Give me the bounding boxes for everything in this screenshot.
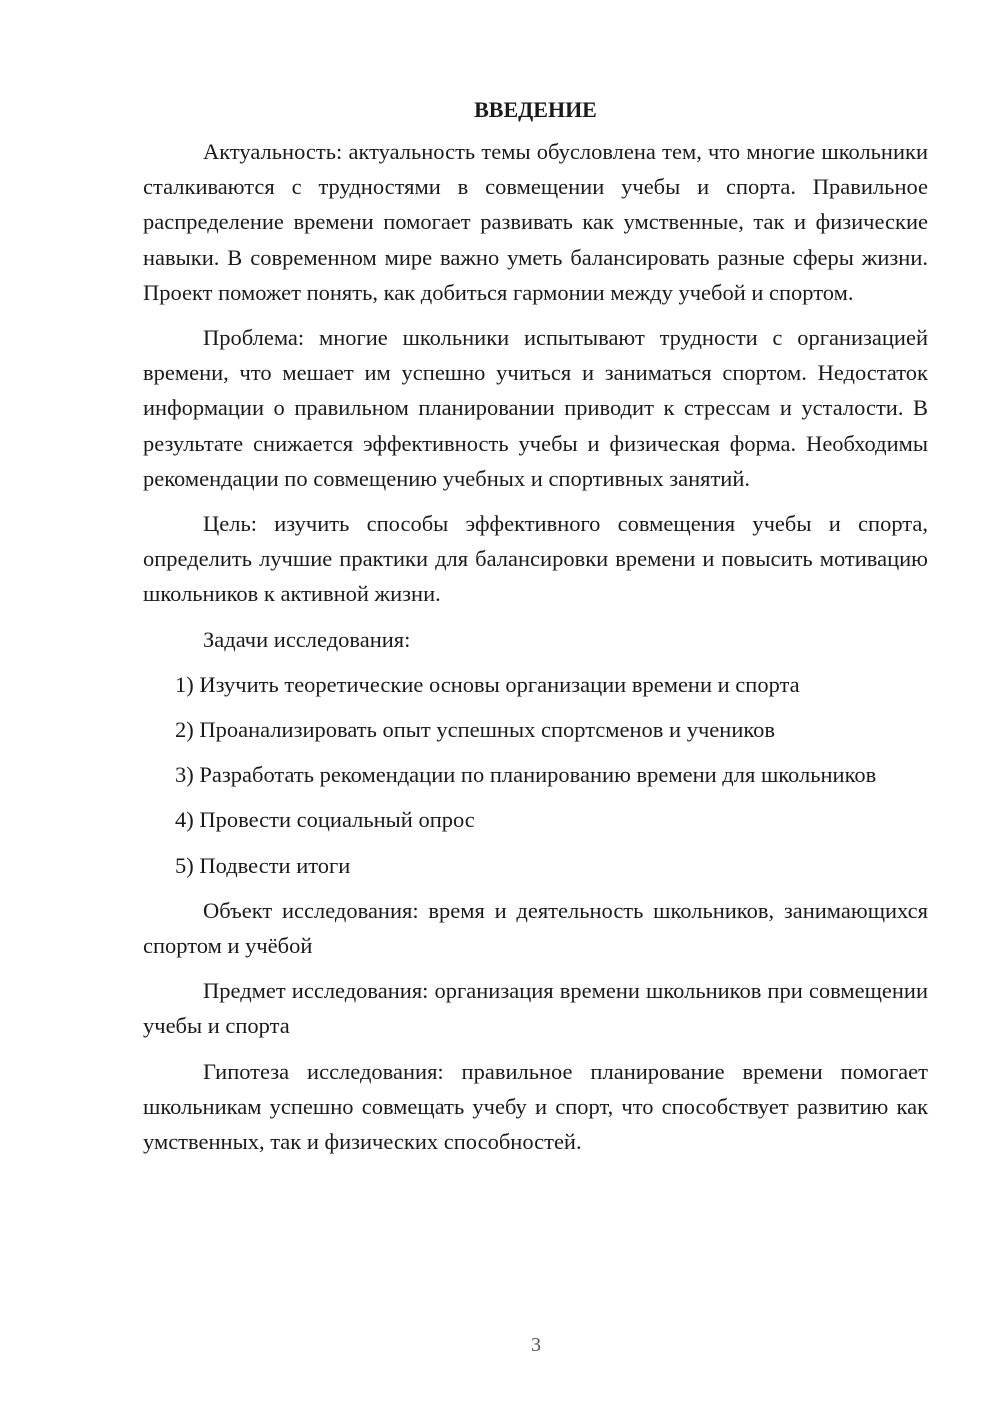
paragraph-subject: Предмет исследования: организация времени школьников при совмещении учебы и спорта xyxy=(143,978,928,1039)
list-item: 3) Разработать рекомендации по планированию времени для школьников xyxy=(175,762,877,788)
paragraph-object: Объект исследования: время и деятельность школьников, занимающихся спортом и учёбой xyxy=(143,897,928,959)
document-page xyxy=(143,94,928,1169)
paragraph-hypothesis: Гипотеза исследования: правильное планирование времени помогает школьникам успешно совмещать учебу и спорт, что способствует развитию как умственных, так и физических способностей. xyxy=(143,1058,928,1155)
list-item: 2) Проанализировать опыт успешных спортсменов и учеников xyxy=(175,717,776,743)
page-number: 3 xyxy=(531,1334,541,1356)
list-item: 1) Изучить теоретические основы организации времени и спорта xyxy=(175,671,800,697)
list-item: 5) Подвести итоги xyxy=(175,852,351,878)
paragraph-relevance: Актуальность: актуальность темы обусловлена тем, что многие школьники сталкиваются с трудностями в совмещении учебы и спорта. Правильное распределение времени помогает развивать как умственные, так и физические навыки. В современном мире важно уметь балансировать разные сферы жизни. Проект поможет понять, как добиться гармонии между учебой и спортом. xyxy=(143,139,928,305)
page-title: ВВЕДЕНИЕ xyxy=(474,97,597,122)
paragraph-problem: Проблема: многие школьники испытывают трудности с организацией времени, что мешает им успешно учиться и заниматься спортом. Недостаток информации о правильном планировании приводит к стрессам и усталости. В результате снижается эффективность учебы и физическая форма. Необходимы рекомендации по совмещению учебных и спортивных занятий. xyxy=(143,325,928,491)
paragraph-tasks-heading: Задачи исследования: xyxy=(203,626,411,652)
paragraph-goal: Цель: изучить способы эффективного совмещения учебы и спорта, определить лучшие практики для балансировки времени и повысить мотивацию школьников к активной жизни. xyxy=(143,511,928,607)
list-item: 4) Провести социальный опрос xyxy=(175,807,475,833)
